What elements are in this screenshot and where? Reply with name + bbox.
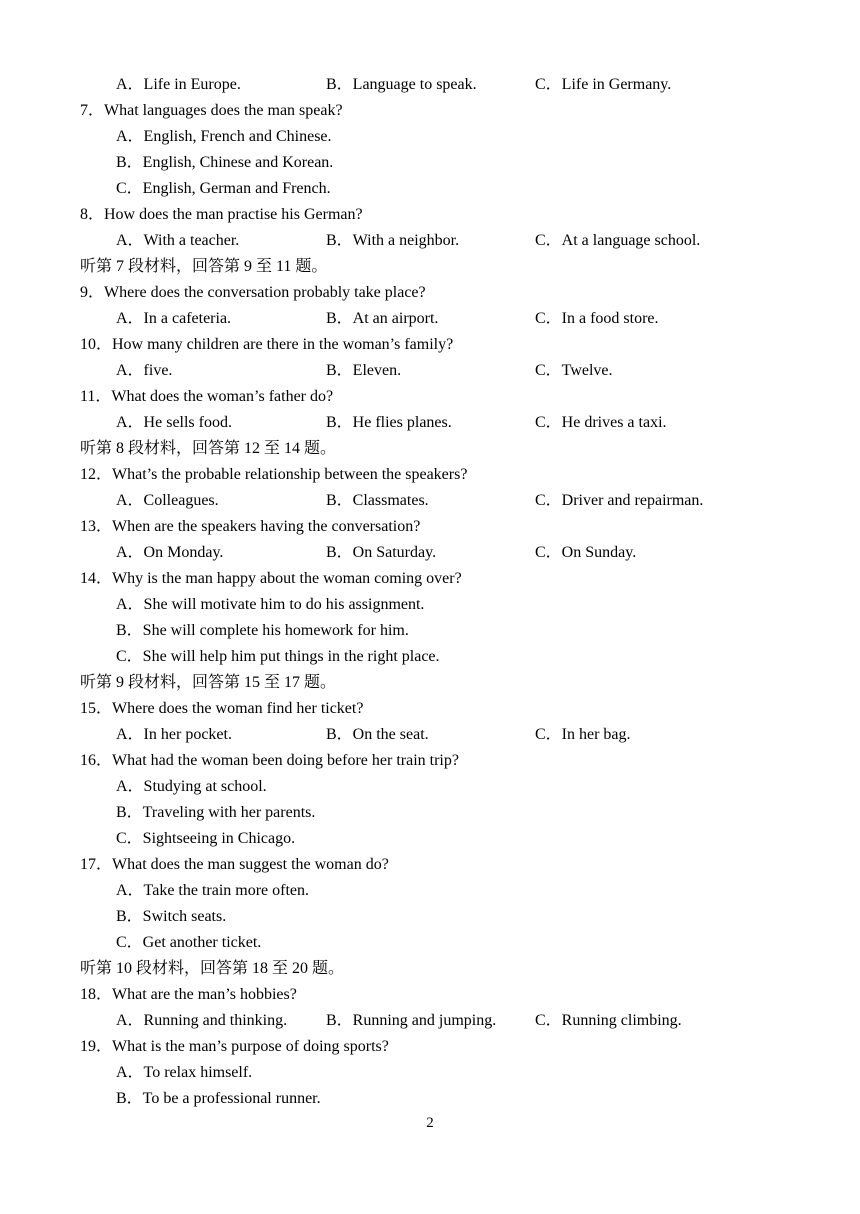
options-row [0, 488, 860, 514]
option-text: A．She will motivate him to do his assignment. [116, 596, 425, 613]
question-line [0, 384, 860, 410]
option-a: A．five. [116, 362, 173, 379]
question-text: 14．Why is the man happy about the woman coming over? [80, 570, 462, 587]
question-line [0, 982, 860, 1008]
question-text: 19．What is the man’s purpose of doing sports? [80, 1038, 389, 1055]
option-line [0, 878, 860, 904]
options-row [0, 410, 860, 436]
option-line [0, 904, 860, 930]
option-line [0, 930, 860, 956]
page-number: 2 [426, 1115, 434, 1131]
question-text: 18．What are the man’s hobbies? [80, 986, 297, 1003]
section-instruction-text: 听第 9 段材料，回答第 15 至 17 题。 [80, 674, 337, 691]
option-a: A．On Monday. [116, 544, 224, 561]
option-line [0, 176, 860, 202]
option-b: B．He flies planes. [326, 414, 452, 431]
option-c: C．Driver and repairman. [535, 492, 704, 509]
question-line [0, 696, 860, 722]
option-text: B．Switch seats. [116, 908, 227, 925]
question-text: 7．What languages does the man speak? [80, 102, 343, 119]
question-line [0, 280, 860, 306]
options-row [0, 306, 860, 332]
options-row [0, 1008, 860, 1034]
question-text: 13．When are the speakers having the conversation? [80, 518, 421, 535]
option-c: C．On Sunday. [535, 544, 637, 561]
question-text: 16．What had the woman been doing before her train trip? [80, 752, 459, 769]
option-c: C．He drives a taxi. [535, 414, 667, 431]
option-a: A．He sells food. [116, 414, 232, 431]
option-b: B．On the seat. [326, 726, 429, 743]
option-line [0, 1060, 860, 1086]
option-a: A．Running and thinking. [116, 1012, 288, 1029]
option-line [0, 1086, 860, 1112]
section-instruction-text: 听第 10 段材料，回答第 18 至 20 题。 [80, 960, 345, 977]
option-b: B．On Saturday. [326, 544, 437, 561]
option-c: C．At a language school. [535, 232, 701, 249]
option-c: C．In her bag. [535, 726, 631, 743]
option-line [0, 124, 860, 150]
option-line [0, 150, 860, 176]
options-row [0, 358, 860, 384]
question-line [0, 566, 860, 592]
option-line [0, 774, 860, 800]
option-a: A．Life in Europe. [116, 76, 241, 93]
question-text: 10．How many children are there in the woman’s family? [80, 336, 454, 353]
question-line [0, 98, 860, 124]
option-c: C．Life in Germany. [535, 76, 672, 93]
question-line [0, 748, 860, 774]
question-line [0, 202, 860, 228]
question-text: 11．What does the woman’s father do? [80, 388, 334, 405]
option-c: C．Running climbing. [535, 1012, 682, 1029]
option-text: B．To be a professional runner. [116, 1090, 321, 1107]
option-line [0, 826, 860, 852]
option-c: C．Twelve. [535, 362, 613, 379]
option-text: A．English, French and Chinese. [116, 128, 332, 145]
option-text: B．Traveling with her parents. [116, 804, 316, 821]
option-b: B．Classmates. [326, 492, 429, 509]
question-line [0, 332, 860, 358]
option-a: A．With a teacher. [116, 232, 240, 249]
section-instruction [0, 956, 860, 982]
option-b: B．Language to speak. [326, 76, 477, 93]
option-text: A．Studying at school. [116, 778, 267, 795]
option-b: B．Eleven. [326, 362, 402, 379]
question-text: 15．Where does the woman find her ticket? [80, 700, 364, 717]
options-row [0, 72, 860, 98]
option-line [0, 618, 860, 644]
option-text: B．English, Chinese and Korean. [116, 154, 334, 171]
options-row [0, 722, 860, 748]
question-line [0, 852, 860, 878]
section-instruction [0, 670, 860, 696]
options-row [0, 228, 860, 254]
option-line [0, 592, 860, 618]
option-b: B．With a neighbor. [326, 232, 460, 249]
question-text: 12．What’s the probable relationship between the speakers? [80, 466, 468, 483]
option-a: A．Colleagues. [116, 492, 219, 509]
option-line [0, 644, 860, 670]
question-text: 17．What does the man suggest the woman do? [80, 856, 389, 873]
option-text: C．Get another ticket. [116, 934, 262, 951]
section-instruction [0, 436, 860, 462]
option-text: C．English, German and French. [116, 180, 331, 197]
option-b: B．At an airport. [326, 310, 439, 327]
question-text: 9．Where does the conversation probably take place? [80, 284, 426, 301]
option-a: A．In a cafeteria. [116, 310, 232, 327]
options-row [0, 540, 860, 566]
section-instruction [0, 254, 860, 280]
question-text: 8．How does the man practise his German? [80, 206, 363, 223]
option-text: C．Sightseeing in Chicago. [116, 830, 296, 847]
question-line [0, 514, 860, 540]
option-a: A．In her pocket. [116, 726, 232, 743]
option-c: C．In a food store. [535, 310, 659, 327]
question-line [0, 462, 860, 488]
option-b: B．Running and jumping. [326, 1012, 497, 1029]
question-line [0, 1034, 860, 1060]
section-instruction-text: 听第 8 段材料，回答第 12 至 14 题。 [80, 440, 337, 457]
option-text: C．She will help him put things in the right place. [116, 648, 440, 665]
option-text: A．To relax himself. [116, 1064, 253, 1081]
option-line [0, 800, 860, 826]
section-instruction-text: 听第 7 段材料，回答第 9 至 11 题。 [80, 258, 328, 275]
option-text: B．She will complete his homework for him. [116, 622, 409, 639]
option-text: A．Take the train more often. [116, 882, 310, 899]
